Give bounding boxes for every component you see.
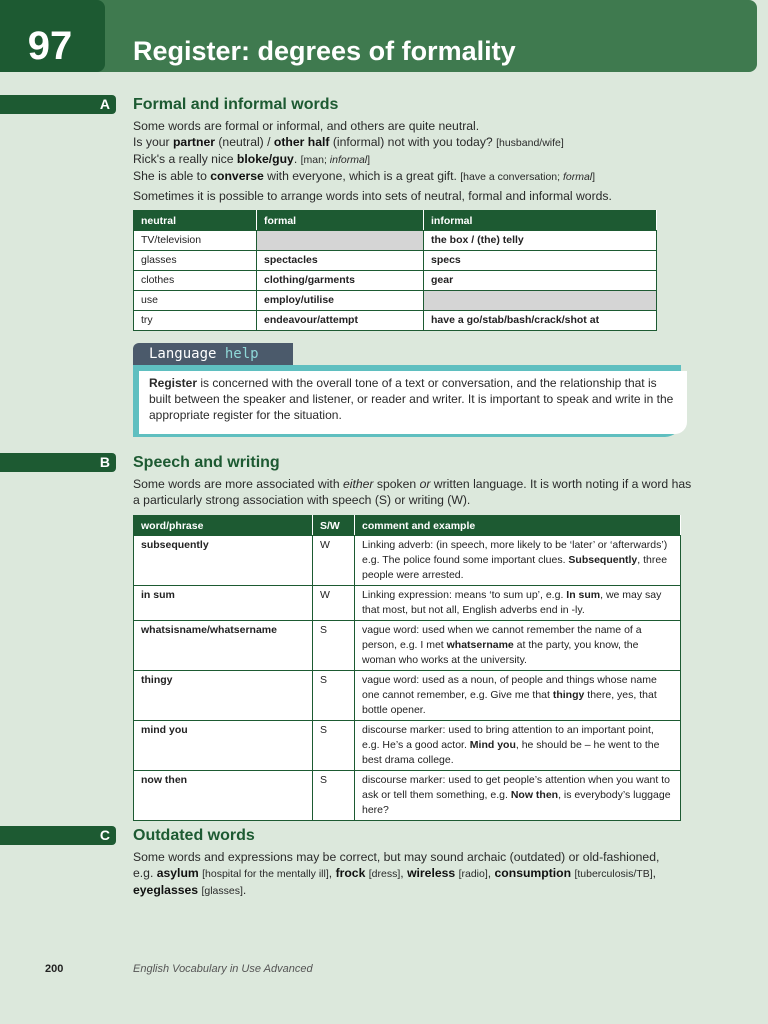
comment-cell: Linking adverb: (in speech, more likely to be ‘later’ or ‘afterwards’) e.g. The police found some important clues. Subsequently, three people were arrested.: [355, 536, 681, 586]
example-partner: Is your partner (neutral) / other half (informal) not with you today? [husband/wife]: [133, 135, 564, 149]
table-row: [134, 291, 657, 311]
word-cell: whatsisname/whatsername: [134, 621, 313, 671]
sw-cell: S: [313, 721, 355, 771]
section-c-letter: C: [99, 827, 110, 843]
table-row: [134, 536, 681, 586]
book-title: English Vocabulary in Use Advanced: [133, 963, 313, 975]
comment-cell: vague word: used when we cannot remember the name of a person, e.g. I met whatsername at the party, you know, the woman who works at the university.: [355, 621, 681, 671]
language-help-tab: Language help: [133, 343, 293, 365]
sw-cell: S: [313, 671, 355, 721]
page-number: 200: [45, 963, 64, 975]
section-c-marker: [0, 826, 116, 845]
table-cell-empty: [257, 231, 424, 251]
section-a-letter: A: [99, 96, 110, 112]
sw-cell: W: [313, 536, 355, 586]
speech-writing-table: [133, 515, 681, 821]
comment-cell: Linking expression: means ‘to sum up’, e.g. In sum, we may say that most, but not all, English adverbs end in -ly.: [355, 586, 681, 621]
section-b-letter: B: [99, 454, 110, 470]
section-b-marker: [0, 453, 116, 472]
comment-cell: discourse marker: used to get people’s attention when you want to ask or tell them something, e.g. Now then, is everybody’s luggage here?: [355, 771, 681, 821]
word-cell: mind you: [134, 721, 313, 771]
word-cell: subsequently: [134, 536, 313, 586]
table-cell: the box / (the) telly: [424, 231, 657, 251]
comment-cell: vague word: used as a noun, of people and things whose name one cannot remember, e.g. Give me that thingy there, yes, that bottle opener.: [355, 671, 681, 721]
sw-cell: W: [313, 586, 355, 621]
table-cell: specs: [424, 251, 657, 271]
table-cell: TV/television: [134, 231, 257, 251]
section-c-title: Outdated words: [133, 827, 255, 844]
language-help-text: Register is concerned with the overall tone of a text or conversation, and the relationship that is built between the speaker and listener, or reader and writer. It is important to speak and write in the appropriate register for the situation.: [139, 371, 687, 434]
table-cell: spectacles: [257, 251, 424, 271]
column-header: neutral: [134, 211, 257, 231]
table-cell: glasses: [134, 251, 257, 271]
section-b-title: Speech and writing: [133, 454, 280, 471]
section-a-body: [133, 118, 693, 185]
table-cell: try: [134, 311, 257, 331]
page-title: Register: degrees of formality: [133, 36, 516, 66]
table-cell: employ/utilise: [257, 291, 424, 311]
table-row: [134, 771, 681, 821]
example-converse: She is able to converse with everyone, which is a great gift. [have a conversation; formal]: [133, 169, 596, 183]
section-b-intro: Some words are more associated with either spoken or written language. It is worth noting if a word has a particularly strong association with speech (S) or writing (W).: [133, 477, 692, 507]
section-a-marker: [0, 95, 116, 114]
table-header-row: [134, 516, 681, 536]
table-cell: clothing/garments: [257, 271, 424, 291]
section-c-intro: Some words and expressions may be correct, but may sound archaic (outdated) or old-fashioned,: [133, 850, 660, 864]
sw-cell: S: [313, 621, 355, 671]
table-row: [134, 586, 681, 621]
example-bloke: Rick's a really nice bloke/guy. [man; informal]: [133, 152, 371, 166]
section-a-title: Formal and informal words: [133, 96, 339, 113]
column-header: word/phrase: [134, 516, 313, 536]
word-cell: in sum: [134, 586, 313, 621]
table-cell-empty: [424, 291, 657, 311]
table-row: [134, 231, 657, 251]
language-help-box: [133, 365, 681, 437]
table-cell: gear: [424, 271, 657, 291]
table-cell: have a go/stab/bash/crack/shot at: [424, 311, 657, 331]
word-cell: now then: [134, 771, 313, 821]
table-cell: clothes: [134, 271, 257, 291]
word-cell: thingy: [134, 671, 313, 721]
table-cell: endeavour/attempt: [257, 311, 424, 331]
column-header: S/W: [313, 516, 355, 536]
column-header: comment and example: [355, 516, 681, 536]
table-cell: use: [134, 291, 257, 311]
table-row: [134, 271, 657, 291]
table-row: [134, 671, 681, 721]
register-table: [133, 210, 657, 331]
section-c-body: [133, 849, 698, 899]
comment-cell: discourse marker: used to bring attention to an important point, e.g. He’s a good actor. Mind you, he should be – he went to the best drama college.: [355, 721, 681, 771]
section-a-intro: Some words are formal or informal, and others are quite neutral.: [133, 119, 480, 133]
column-header: formal: [257, 211, 424, 231]
table-row: [134, 251, 657, 271]
table-row: [134, 311, 657, 331]
outdated-words-list: e.g. asylum [hospital for the mentally ill], frock [dress], wireless [radio], consumption [tuberculosis/TB], eyeglasses [glasses].: [133, 866, 657, 897]
table-header-row: [134, 211, 657, 231]
table-row: [134, 621, 681, 671]
table-row: [134, 721, 681, 771]
sw-cell: S: [313, 771, 355, 821]
column-header: informal: [424, 211, 657, 231]
unit-number-box: [0, 0, 105, 72]
unit-number: 97: [27, 24, 73, 68]
section-a-sets-text: Sometimes it is possible to arrange words into sets of neutral, formal and informal words.: [133, 189, 612, 203]
